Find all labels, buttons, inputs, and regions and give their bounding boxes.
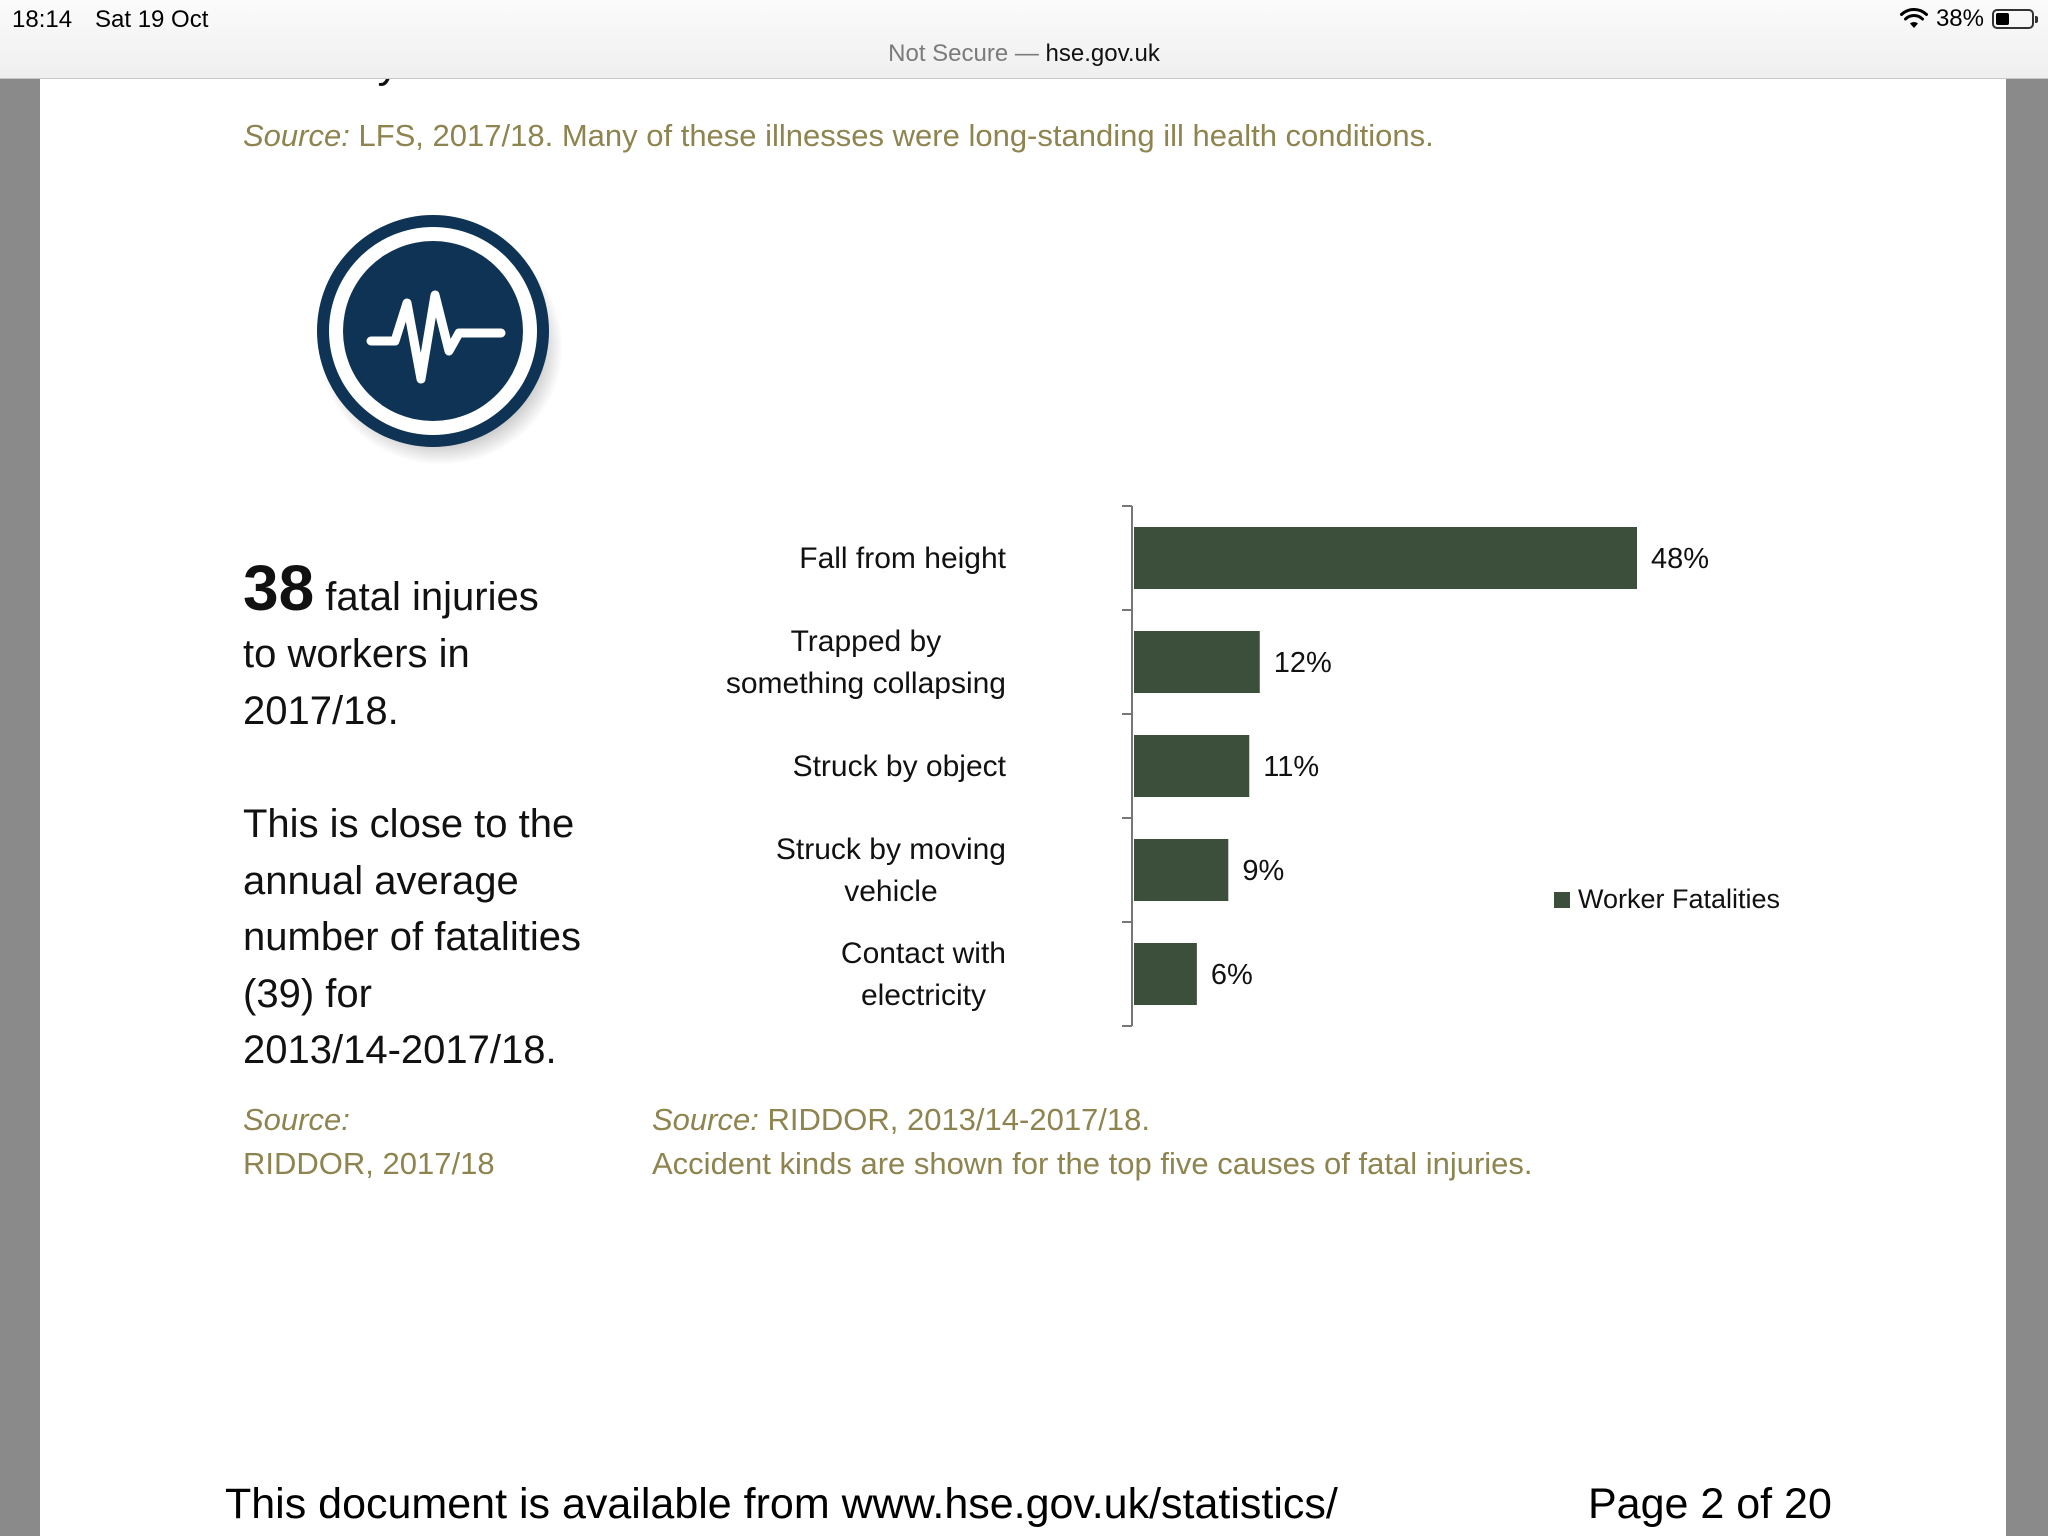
fatal-injuries-stat — [243, 552, 653, 740]
source-note-chart — [652, 1098, 1533, 1186]
para-line-3: number of fatalities — [243, 915, 581, 959]
bar-3 — [1134, 839, 1228, 901]
category-label-2-0: Struck by object — [792, 750, 1006, 783]
average-fatalities-paragraph — [243, 796, 663, 1079]
bar-value-label-2: 11% — [1263, 751, 1320, 783]
status-icons — [1900, 5, 2034, 33]
url-host: hse.gov.uk — [1045, 40, 1160, 67]
source-left-label: Source: — [243, 1102, 350, 1137]
category-label-3-1: vehicle — [844, 875, 938, 908]
bar-value-label-4: 6% — [1210, 959, 1253, 991]
date: Sat 19 Oct — [95, 6, 209, 33]
source-note-left — [243, 1098, 495, 1186]
bar-0 — [1134, 527, 1637, 589]
legend-label: Worker Fatalities — [1578, 884, 1781, 914]
clock: 18:14 — [12, 6, 73, 33]
para-line-5: 2013/14-2017/18. — [243, 1028, 557, 1072]
stat-line-3: 2017/18. — [243, 689, 399, 733]
source-right-label: Source: — [652, 1102, 759, 1137]
status-bar — [0, 0, 2048, 79]
bar-4 — [1134, 943, 1197, 1005]
bar-1 — [1134, 631, 1260, 693]
para-line-4: (39) for — [243, 971, 372, 1016]
fatal-injuries-count: 38 — [243, 552, 315, 624]
battery-level — [1996, 13, 2009, 25]
fatality-causes-chart — [640, 408, 1840, 1048]
source-right-line-1: RIDDOR, 2013/14-2017/18. — [758, 1102, 1151, 1137]
source-note-top — [243, 118, 1434, 154]
para-line-2: annual average — [243, 858, 519, 903]
source-label: Source: — [243, 118, 350, 153]
security-indicator: Not Secure — — [888, 40, 1039, 67]
footer-availability: This document is available from www.hse.gov.uk/statistics/ — [225, 1480, 1338, 1528]
source-left-text: RIDDOR, 2017/18 — [243, 1146, 495, 1181]
chart-svg — [640, 408, 1840, 1048]
category-label-0-0: Fall from height — [799, 542, 1006, 575]
wifi-icon — [1900, 8, 1928, 30]
source-text: LFS, 2017/18. Many of these illnesses were long-standing ill health conditions. — [349, 118, 1434, 153]
document-page — [40, 78, 2006, 1536]
bar-value-label-1: 12% — [1273, 647, 1332, 679]
page-number: Page 2 of 20 — [1588, 1480, 1832, 1528]
bar-value-label-3: 9% — [1242, 855, 1285, 887]
bar-2 — [1134, 735, 1249, 797]
stat-line-1: fatal injuries — [314, 575, 539, 619]
category-label-4-1: electricity — [860, 979, 986, 1012]
legend-swatch — [1554, 892, 1570, 908]
source-right-line-2: Accident kinds are shown for the top five causes of fatal injuries. — [652, 1146, 1533, 1181]
battery-percent: 38% — [1935, 5, 1984, 32]
category-label-1-1: something collapsing — [725, 667, 1006, 700]
para-line-1: This is close to the — [243, 802, 575, 846]
category-label-3-0: Struck by moving — [775, 833, 1006, 866]
address-bar[interactable] — [0, 40, 2048, 68]
stat-line-2: to workers in — [243, 632, 470, 676]
battery-icon — [1992, 9, 2034, 29]
category-label-1-0: Trapped by — [790, 625, 942, 658]
heartbeat-icon — [303, 201, 563, 461]
bar-value-label-0: 48% — [1651, 543, 1710, 575]
category-label-4-0: Contact with — [840, 937, 1006, 970]
